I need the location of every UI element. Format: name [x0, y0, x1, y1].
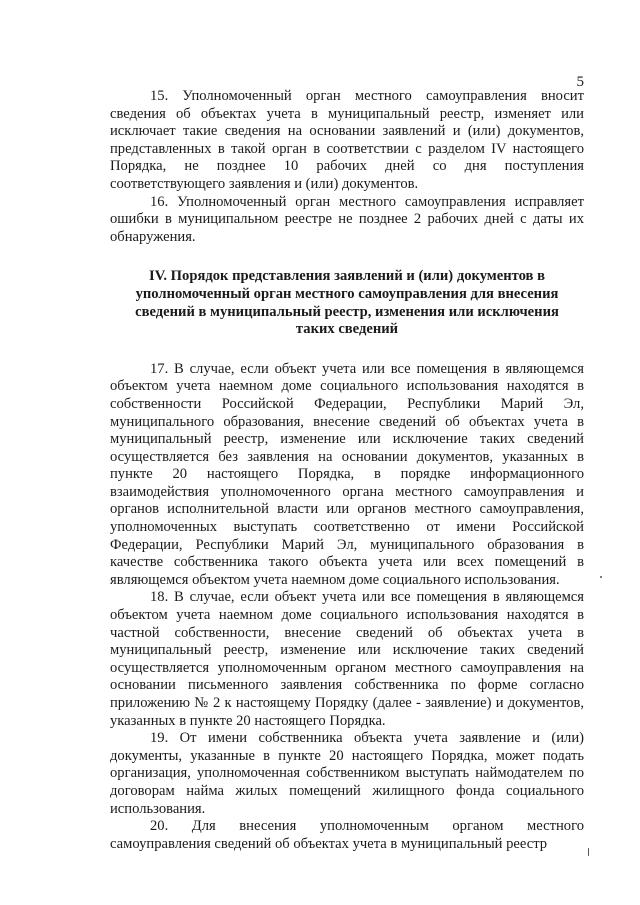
paragraph-18: 18. В случае, если объект учета или все помещения в являющемся объектом учета наемном доме социального использования находятся в частной собственности, внесение сведений об объектах учета в муниципальный реестр, изменение или исключение таких сведений осуществляется уполномоченным органом местного самоуправления на основании письменного заявления собственника по форме согласно приложению № 2 к настоящему Порядку (далее - заявление) и документов, указанных в пункте 20 настоящего Порядка. — [110, 589, 584, 729]
paragraph-20: 20. Для внесения уполномоченным органом местного самоуправления сведений об объектах учета в муниципальный реестр — [110, 818, 584, 852]
paragraph-15: 15. Уполномоченный орган местного самоуправления вносит сведения об объектах учета в муниципальный реестр, изменяет или исключает такие сведения на основании заявлений и (или) документов, представленных в такой орган в соответствии с разделом IV настоящего Порядка, не позднее 10 рабочих дней со дня поступления соответствующего заявления и (или) документов. — [110, 88, 584, 192]
page-number: 5 — [576, 74, 584, 90]
paragraph-19: 19. От имени собственника объекта учета заявление и (или) документы, указанные в пункте 20 настоящего Порядка, может подать организация, уполномоченная собственником выступать наймодателем по договорам найма жилых помещений жилищного фонда социального использования. — [110, 730, 584, 817]
paragraph-17: 17. В случае, если объект учета или все помещения в являющемся объектом учета наемном доме социального использования находятся в собственности Российской Федерации, Республики Марий Эл, муниципального образования, внесение сведений об объектах учета в муниципальный реестр, изменение или исключение таких сведений осуществляется без заявления на основании документов, указанных в пункте 20 настоящего Порядка, в порядке информационного взаимодействия уполномоченного органа местного самоуправления и органов исполнительной власти или органов местного самоуправления, уполномоченных выступать соответственно от имени Российской Федерации, Республики Марий Эл, муниципального образования в качестве собственника такого объекта учета или всех помещений в являющемся объектом учета наемном доме социального использования. — [110, 360, 584, 588]
document-body — [110, 88, 584, 853]
paragraph-16: 16. Уполномоченный орган местного самоуправления исправляет ошибки в муниципальном реестре не позднее 2 рабочих дней с даты их обнаружения. — [110, 193, 584, 245]
scan-speck — [588, 848, 589, 856]
section-heading: IV. Порядок представления заявлений и (или) документов в уполномоченный орган местного самоуправления для внесения сведений в муниципальный реестр, изменения или исключения таких сведений — [135, 268, 559, 338]
scan-speck — [600, 576, 602, 578]
